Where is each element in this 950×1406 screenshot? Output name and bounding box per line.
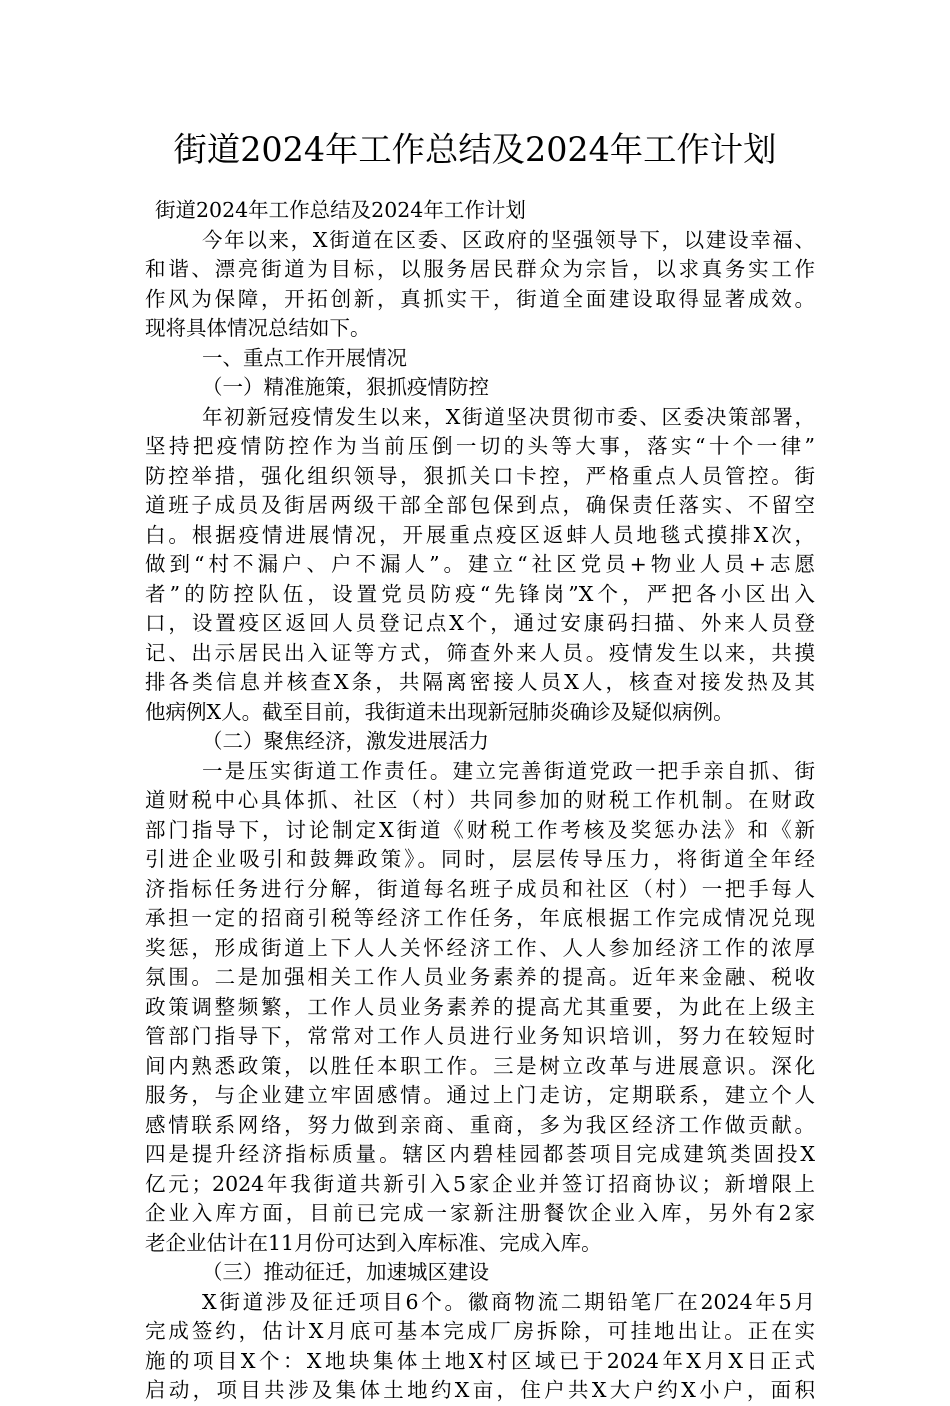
paragraph-line: 现将具体情况总结如下。 — [145, 316, 371, 340]
subsection-heading: （二）聚焦经济，激发进展活力 — [202, 729, 489, 753]
paragraph-line: 排各类信息并核查X条，共隔离密接人员X人，核查对接发热及其 — [145, 670, 815, 694]
paragraph-line: 四是提升经济指标质量。辖区内碧桂园都荟项目完成建筑类固投X — [145, 1142, 815, 1166]
paragraph-line: 今年以来，X街道在区委、区政府的坚强领导下，以建设幸福、 — [202, 227, 815, 252]
paragraph-line: 老企业估计在11月份可达到入库标准、完成入库。 — [145, 1230, 602, 1255]
paragraph-line: 坚持把疫情防控作为当前压倒一切的头等大事，落实“十个一律” — [145, 434, 815, 458]
subsection-heading: （一）精准施策，狠抓疫情防控 — [202, 375, 489, 399]
subsection-heading: （三）推动征迁，加速城区建设 — [202, 1260, 489, 1284]
paragraph-line: 防控举措，强化组织领导，狠抓关口卡控，严格重点人员管控。街 — [145, 463, 815, 488]
paragraph-line: 氛围。二是加强相关工作人员业务素养的提高。近年来金融、税收 — [145, 965, 815, 989]
paragraph-line: 年初新冠疫情发生以来，X街道坚决贯彻市委、区委决策部署， — [202, 404, 815, 429]
paragraph-line: 企业入库方面，目前已完成一家新注册餐饮企业入库，另外有2家 — [145, 1201, 815, 1225]
paragraph-line: 间内熟悉政策，以胜任本职工作。三是树立改革与进展意识。深化 — [145, 1053, 815, 1078]
paragraph-line: 政策调整频繁，工作人员业务素养的提高尤其重要，为此在上级主 — [145, 994, 815, 1019]
paragraph-line: 管部门指导下，常常对工作人员进行业务知识培训，努力在较短时 — [145, 1024, 815, 1048]
document-title: 街道2024年工作总结及2024年工作计划 — [173, 130, 777, 169]
paragraph-line: 他病例X人。截至目前，我街道未出现新冠肺炎确诊及疑似病例。 — [145, 699, 734, 724]
paragraph-line: X街道涉及征迁项目6个。徽商物流二期铅笔厂在2024年5月 — [202, 1289, 815, 1314]
paragraph-line: 作风为保障，开拓创新，真抓实干，街道全面建设取得显著成效。 — [145, 286, 815, 311]
paragraph-line: 承担一定的招商引税等经济工作任务，年底根据工作完成情况兑现 — [145, 906, 815, 930]
paragraph-line: 一是压实街道工作责任。建立完善街道党政一把手亲自抓、街 — [202, 758, 815, 783]
paragraph-line: 和谐、漂亮街道为目标，以服务居民群众为宗旨，以求真务实工作 — [145, 257, 815, 281]
paragraph-line: 道班子成员及街居两级干部全部包保到点，确保责任落实、不留空 — [145, 493, 815, 517]
paragraph-line: 服务，与企业建立牢固感情。通过上门走访，定期联系，建立个人 — [145, 1083, 815, 1107]
subtitle-line: 街道2024年工作总结及2024年工作计划 — [155, 198, 526, 222]
paragraph-line: 引进企业吸引和鼓舞政策》。同时，层层传导压力，将街道全年经 — [145, 847, 815, 871]
document-body — [145, 196, 815, 1406]
paragraph-line: 口，设置疫区返回人员登记点X个，通过安康码扫描、外来人员登 — [145, 611, 815, 635]
paragraph-line: 施的项目X个：X地块集体土地X村区域已于2024年X月X日正式 — [145, 1348, 815, 1373]
paragraph-line: 部门指导下，讨论制定X街道《财税工作考核及奖惩办法》和《新 — [145, 817, 815, 842]
paragraph-line: 者”的防控队伍，设置党员防疫“先锋岗”X个，严把各小区出入 — [145, 581, 815, 606]
paragraph-line: 亿元；2024年我街道共新引入5家企业并签订招商协议；新增限上 — [145, 1171, 815, 1196]
paragraph-line: 感情联系网络，努力做到亲商、重商，多为我区经济工作做贡献。 — [145, 1112, 815, 1137]
paragraph-line: 济指标任务进行分解，街道每名班子成员和社区（村）一把手每人 — [145, 876, 815, 901]
section-heading: 一、重点工作开展情况 — [202, 345, 407, 370]
paragraph-line: 白。根据疫情进展情况，开展重点疫区返蚌人员地毯式摸排X次， — [145, 522, 815, 547]
paragraph-line: 做到“村不漏户、户不漏人”。建立“社区党员+物业人员+志愿 — [145, 552, 815, 576]
paragraph-line: 完成签约，估计X月底可基本完成厂房拆除，可挂地出让。正在实 — [145, 1319, 815, 1343]
paragraph-line: 奖惩，形成街道上下人人关怀经济工作、人人参加经济工作的浓厚 — [145, 935, 815, 960]
paragraph-line: 记、出示居民出入证等方式，筛查外来人员。疫情发生以来，共摸 — [145, 640, 815, 665]
paragraph-line: 启动，项目共涉及集体土地约X亩，住户共X大户约X小户，面积 — [145, 1378, 815, 1402]
paragraph-line: 道财税中心具体抓、社区（村）共同参加的财税工作机制。在财政 — [145, 788, 815, 812]
